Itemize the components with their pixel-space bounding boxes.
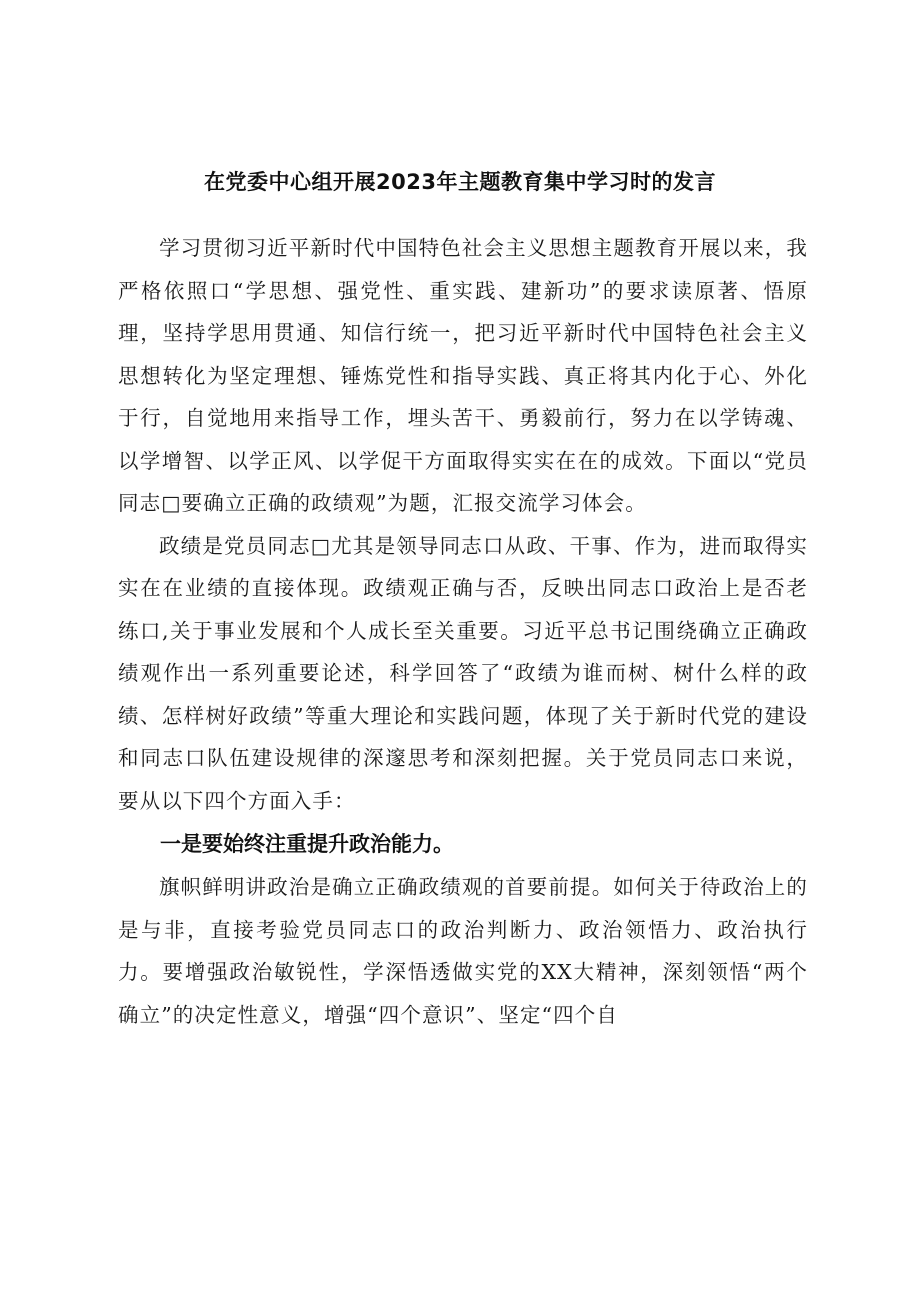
document-title: 在党委中心组开展2023年主题教育集中学习时的发言 — [204, 170, 716, 194]
paragraph-intro: 学习贯彻习近平新时代中国特色社会主义思想主题教育开展以来，我严格依照口“学思想、强党性、重实践、建新功”的要求读原著、悟原理，坚持学思用贯通、知信行统一，把习近平新时代中国特色社会主义思想转化为坚定理想、锤炼党性和指导实践、真正将其内化于心、外化于行，自觉地用来指导工作，埋头苦干、勇毅前行，努力在以学铸魂、以学增智、以学正风、以学促干方面取得实实在在的成效。下面以“党员同志□要确立正确的政绩观”为题，汇报交流学习体会。 — [118, 236, 808, 515]
paragraph-political-ability: 旗帜鲜明讲政治是确立正确政绩观的首要前提。如何关于待政治上的是与非，直接考验党员同志口的政治判断力、政治领悟力、政治执行力。要增强政治敏锐性，学深悟透做实党的XX大精神，深刻领悟“两个确立”的决定性意义，增强“四个意识”、坚定“四个自 — [118, 875, 808, 1027]
section-heading-1: 一是要始终注重提升政治能力。 — [160, 832, 454, 856]
paragraph-political-achievement: 政绩是党员同志□尤其是领导同志口从政、干事、作为，进而取得实实在在业绩的直接体现。政绩观正确与否，反映出同志口政治上是否老练口,关于事业发展和个人成长至关重要。习近平总书记围绕确立正确政绩观作出一系列重要论述，科学回答了“政绩为谁而树、树什么样的政绩、怎样树好政绩”等重大理论和实践问题，体现了关于新时代党的建设和同志口队伍建设规律的深邃思考和深刻把握。关于党员同志口来说，要从以下四个方面入手： — [118, 533, 808, 813]
document-body — [118, 227, 808, 1036]
